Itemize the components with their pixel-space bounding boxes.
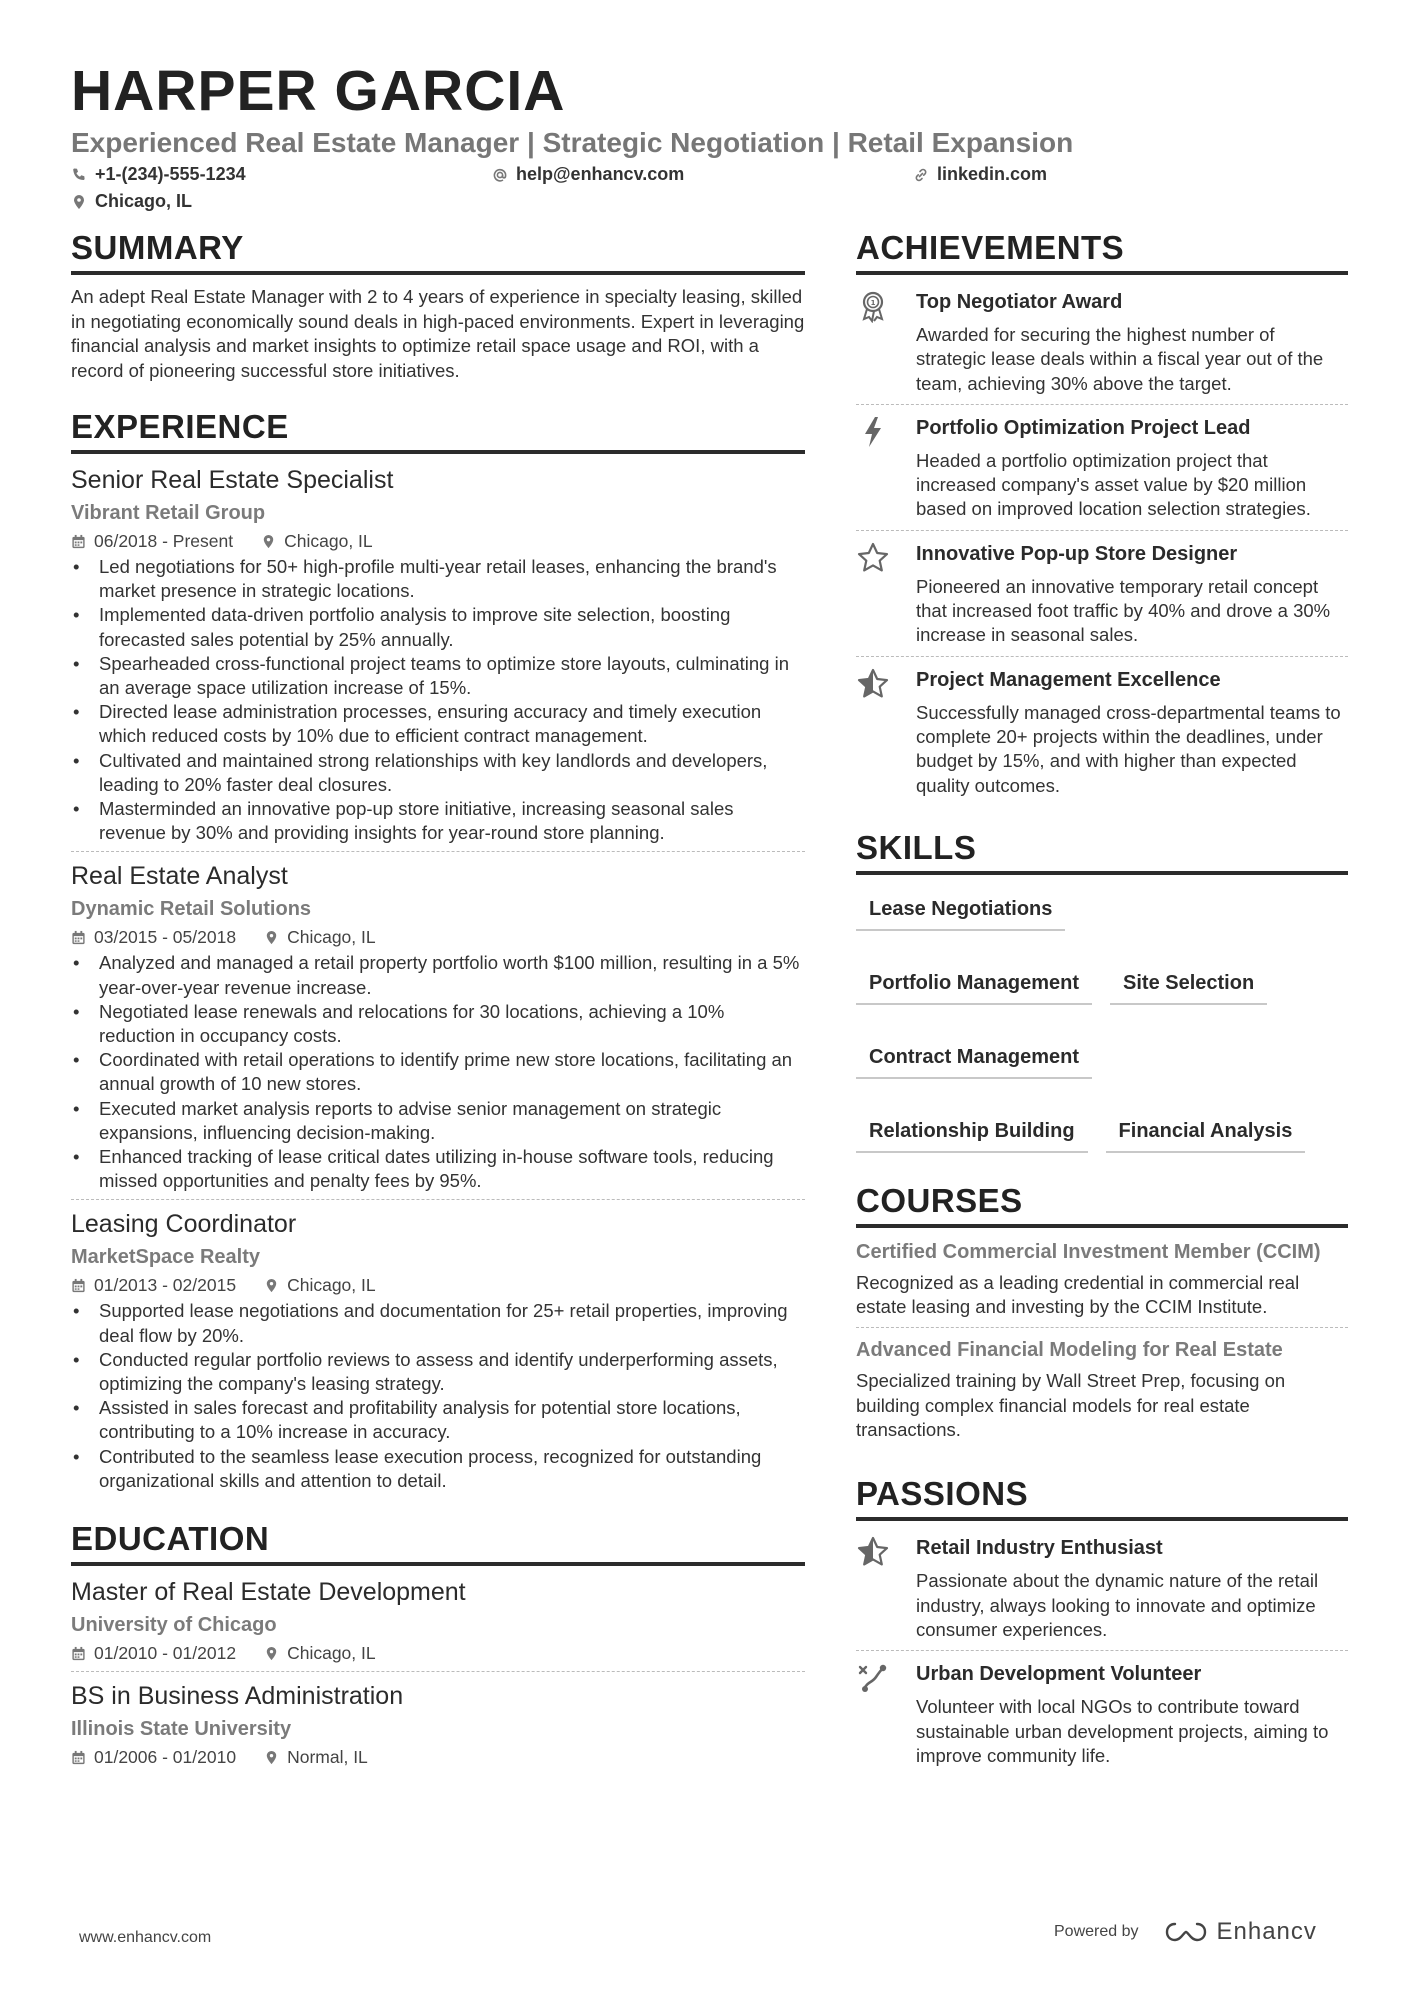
star-half-icon [856, 1533, 896, 1642]
education-heading: EDUCATION [71, 1519, 805, 1566]
calendar-icon [71, 1750, 86, 1765]
star-outline-icon [856, 539, 896, 648]
item-description: Passionate about the dynamic nature of the retail industry, always looking to innovate and optimize consumer experiences. [916, 1570, 1319, 1640]
contact-info [71, 164, 1351, 218]
bullet-item: • Implemented data-driven portfolio analysis to improve site selection, boosting forecasted sales potential by 25% annually. [71, 603, 805, 651]
date-range [71, 1745, 236, 1769]
map-pin-icon [71, 194, 87, 210]
email-text: help@enhancv.com [516, 164, 685, 184]
item-body [896, 413, 1348, 522]
calendar-icon [71, 930, 86, 945]
map-pin-icon [264, 1278, 279, 1293]
passions-list [856, 1525, 1348, 1776]
date-text: 01/2013 - 02/2015 [94, 1275, 237, 1296]
meta-row [71, 529, 805, 553]
location-text: Chicago, IL [287, 1643, 376, 1664]
bullet-item: • Coordinated with retail operations to identify prime new store locations, facilitating an annual growth of 10 new stores. [71, 1048, 805, 1096]
item-title: Project Management Excellence [916, 668, 1221, 691]
item-description: Headed a portfolio optimization project that increased company's asset value by $20 million based on improved location selection strategies. [916, 449, 1311, 520]
candidate-tagline: Experienced Real Estate Manager | Strategic Negotiation | Retail Expansion [71, 127, 1074, 158]
skill-tag: Portfolio Management [856, 963, 1092, 1005]
achievement-bullets [71, 1299, 805, 1493]
experience-list [71, 464, 805, 1499]
course-entry [856, 1327, 1348, 1450]
item-description: Volunteer with local NGOs to contribute toward sustainable urban development projects, aiming to improve community life. [916, 1696, 1329, 1766]
star-half-icon [856, 665, 896, 798]
item-body [896, 665, 1348, 798]
bullet-item: • Analyzed and managed a retail property portfolio worth $100 million, resulting in a 5% year-over-year revenue increase. [71, 951, 805, 999]
bullet-item: • Enhanced tracking of lease critical dates utilizing in-house software tools, reducing missed opportunities and penalty fees by 95%. [71, 1145, 805, 1193]
date-text: 01/2010 - 01/2012 [94, 1643, 237, 1664]
location-text: Normal, IL [287, 1747, 368, 1768]
location-text: Chicago, IL [287, 1275, 376, 1296]
date-range [71, 1641, 236, 1665]
education-entry [71, 1671, 805, 1775]
date-text: 06/2018 - Present [94, 531, 234, 551]
brand-name: Enhancv [1216, 1918, 1317, 1945]
experience-entry [71, 464, 805, 851]
summary-text: An adept Real Estate Manager with 2 to 4 years of experience in specialty leasing, skilled in negotiating economically sound deals in high-paced environments. Expert in leveraging financial analysis and market insights to optimize retail space usage and ROI, with a record of pioneering successful store initiatives. [71, 286, 805, 381]
map-pin-icon [261, 534, 276, 549]
passion-item [856, 1525, 1348, 1650]
calendar-icon [71, 534, 86, 549]
job-location [264, 1273, 376, 1297]
school-name: Illinois State University [71, 1718, 292, 1741]
bullet-item: • Cultivated and maintained strong relationships with key landlords and developers, leading to 20% faster deal closures. [71, 749, 805, 797]
location-text: Chicago, IL [95, 191, 193, 211]
calendar-icon [71, 1278, 86, 1293]
bullet-item: • Directed lease administration processes, ensuring accuracy and timely execution which reduced costs by 10% due to efficient contract management. [71, 700, 805, 748]
linkedin-text: linkedin.com [937, 164, 1048, 184]
bullet-item: • Executed market analysis reports to advise senior management on strategic expansions, influencing decision-making. [71, 1097, 805, 1145]
at-sign-icon [492, 167, 508, 183]
contact-linkedin[interactable] [913, 164, 1047, 185]
date-text: 01/2006 - 01/2010 [94, 1747, 237, 1768]
enhancv-logo[interactable] [1163, 1918, 1317, 1946]
bullet-item: • Led negotiations for 50+ high-profile multi-year retail leases, enhancing the brand's market presence in strategic locations. [71, 555, 805, 603]
meta-row [71, 1273, 805, 1297]
bullet-item: • Supported lease negotiations and documentation for 25+ retail properties, improving deal flow by 20%. [71, 1299, 805, 1347]
job-location [264, 1745, 368, 1769]
contact-location [71, 191, 192, 212]
infinity-logo-icon [1163, 1920, 1209, 1944]
item-body [896, 1659, 1348, 1768]
candidate-name: HARPER GARCIA [71, 59, 566, 123]
job-location [264, 1641, 376, 1665]
left-column [71, 228, 805, 1775]
achievement-bullets [71, 555, 805, 845]
skill-tag: Contract Management [856, 1037, 1092, 1079]
meta-row [71, 1641, 805, 1665]
date-range [71, 529, 233, 553]
item-title: Portfolio Optimization Project Lead [916, 416, 1251, 439]
courses-heading: COURSES [856, 1181, 1348, 1228]
experience-section [71, 407, 805, 1499]
course-entry [856, 1236, 1348, 1328]
calendar-icon [71, 1646, 86, 1661]
item-description: Successfully managed cross-departmental teams to complete 20+ projects within the deadlines, under budget by 15%, and with higher than expected quality outcomes. [916, 701, 1341, 796]
course-description: Recognized as a leading credential in commercial real estate leasing and investing by the CCIM Institute. [856, 1271, 1300, 1318]
job-title: Leasing Coordinator [71, 1210, 297, 1239]
item-title: Urban Development Volunteer [916, 1663, 1202, 1686]
skill-tag: Financial Analysis [1106, 1111, 1306, 1153]
skills-heading: SKILLS [856, 828, 1348, 875]
course-title: Certified Commercial Investment Member (CCIM) [856, 1240, 1321, 1263]
map-pin-icon [264, 930, 279, 945]
map-pin-icon [264, 1750, 279, 1765]
achievement-item [856, 404, 1348, 530]
course-title: Advanced Financial Modeling for Real Estate [856, 1339, 1283, 1362]
route-icon [856, 1659, 896, 1768]
map-pin-icon [264, 1646, 279, 1661]
achievements-list [856, 279, 1348, 806]
job-location [264, 925, 376, 949]
company-name: MarketSpace Realty [71, 1246, 260, 1269]
location-text: Chicago, IL [284, 531, 373, 551]
degree-title: Master of Real Estate Development [71, 1578, 466, 1607]
skills-section [856, 828, 1348, 1153]
resume-header [71, 58, 1351, 218]
right-column [856, 228, 1348, 1776]
item-body [896, 1533, 1348, 1642]
link-icon [913, 167, 929, 183]
item-title: Retail Industry Enthusiast [916, 1537, 1163, 1560]
item-description: Awarded for securing the highest number of strategic lease deals within a fiscal year out of the team, achieving 30% above the target. [916, 324, 1324, 394]
contact-email[interactable] [492, 164, 684, 185]
meta-row [71, 925, 805, 949]
course-description: Specialized training by Wall Street Prep, focusing on building complex financial models for real estate transactions. [856, 1370, 1286, 1441]
education-section [71, 1519, 805, 1775]
bullet-item: • Spearheaded cross-functional project teams to optimize store layouts, culminating in an average space utilization increase of 15%. [71, 652, 805, 700]
passions-heading: PASSIONS [856, 1474, 1348, 1521]
svg-text:1: 1 [870, 299, 876, 307]
bullet-item: • Conducted regular portfolio reviews to assess and identify underperforming assets, optimizing the company's leasing strategy. [71, 1348, 805, 1396]
bullet-item: • Negotiated lease renewals and relocations for 30 locations, achieving a 10% reduction in occupancy costs. [71, 1000, 805, 1048]
bullet-item: • Masterminded an innovative pop-up store initiative, increasing seasonal sales revenue by 30% and providing insights for year-round store planning. [71, 797, 805, 845]
company-name: Dynamic Retail Solutions [71, 898, 312, 921]
lightning-bolt-icon [856, 413, 896, 522]
skills-list [856, 885, 1326, 1153]
school-name: University of Chicago [71, 1614, 277, 1637]
date-range [71, 1273, 236, 1297]
job-location [261, 529, 373, 553]
degree-title: BS in Business Administration [71, 1682, 404, 1711]
courses-section [856, 1181, 1348, 1450]
location-text: Chicago, IL [287, 927, 376, 948]
bullet-item: • Contributed to the seamless lease execution process, recognized for outstanding organizational skills and attention to detail. [71, 1445, 805, 1493]
award-ribbon-icon [856, 287, 896, 396]
achievement-item [856, 530, 1348, 656]
item-title: Innovative Pop-up Store Designer [916, 542, 1238, 565]
summary-heading: SUMMARY [71, 228, 805, 275]
achievement-item [856, 279, 1348, 404]
item-body [896, 539, 1348, 648]
experience-entry [71, 1199, 805, 1499]
achievement-bullets [71, 951, 805, 1193]
achievements-section [856, 228, 1348, 806]
bullet-item: • Assisted in sales forecast and profitability analysis for potential store locations, contributing to a 10% increase in accuracy. [71, 1396, 805, 1444]
skill-tag: Relationship Building [856, 1111, 1088, 1153]
passion-item [856, 1650, 1348, 1776]
skill-tag: Lease Negotiations [856, 889, 1065, 931]
achievements-heading: ACHIEVEMENTS [856, 228, 1348, 275]
phone-text: +1-(234)-555-1234 [95, 164, 246, 184]
meta-row [71, 1745, 805, 1769]
achievement-item [856, 656, 1348, 806]
job-title: Real Estate Analyst [71, 862, 288, 891]
item-description: Pioneered an innovative temporary retail concept that increased foot traffic by 40% and drove a 30% increase in seasonal sales. [916, 575, 1331, 646]
date-text: 03/2015 - 05/2018 [94, 927, 237, 948]
date-range [71, 925, 236, 949]
footer-branding [1054, 1918, 1317, 1946]
summary-section [71, 228, 805, 383]
experience-entry [71, 851, 805, 1199]
company-name: Vibrant Retail Group [71, 502, 266, 524]
powered-by-label: Powered by [1054, 1923, 1139, 1940]
footer-website[interactable]: www.enhancv.com [79, 1929, 212, 1946]
courses-list [856, 1236, 1348, 1450]
item-title: Top Negotiator Award [916, 291, 1123, 313]
education-entry [71, 1576, 805, 1671]
job-title: Senior Real Estate Specialist [71, 466, 394, 494]
experience-heading: EXPERIENCE [71, 407, 805, 454]
item-body [896, 287, 1348, 396]
skill-tag: Site Selection [1110, 963, 1267, 1005]
contact-phone[interactable] [71, 164, 246, 185]
education-list [71, 1576, 805, 1775]
phone-icon [71, 167, 87, 183]
passions-section [856, 1474, 1348, 1776]
